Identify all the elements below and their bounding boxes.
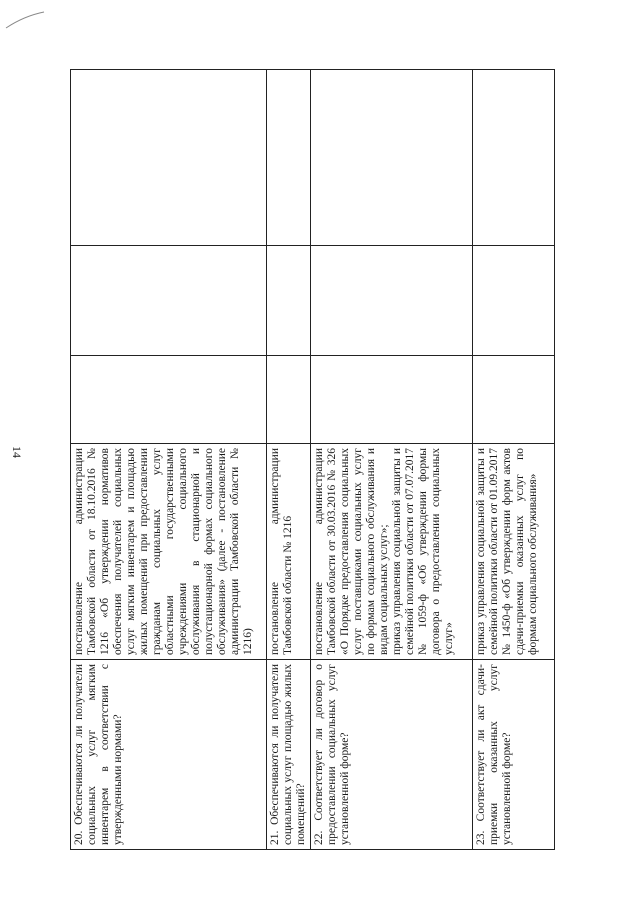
empty-cell <box>311 246 473 356</box>
table-row-20 <box>71 70 267 850</box>
basis-cell <box>71 444 267 660</box>
basis-paragraph: приказ управления социальной защиты и семейной политики области от 07.07.2017 № 1059-ф «Об утверждении формы договора о предоставлении социальных услуг» <box>391 448 455 655</box>
empty-cell <box>311 356 473 444</box>
empty-cell <box>267 356 311 444</box>
basis-cell <box>473 444 555 660</box>
empty-cell <box>311 70 473 246</box>
question-cell: 22. Соответствует ли договор о предоставлении социальных услуг установленной форме? <box>311 660 473 850</box>
empty-cell <box>267 70 311 246</box>
table-row-23 <box>473 70 555 850</box>
table-row-21 <box>267 70 311 850</box>
empty-cell <box>473 70 555 246</box>
basis-paragraph: постановление администрации Тамбовской области № 1216 <box>269 448 294 655</box>
inspection-checklist-table <box>70 69 555 850</box>
basis-paragraph: постановление администрации Тамбовской области от 30.03.2016 № 326 «О Порядке предоставления социальных услуг поставщиками социальных услуг по формам социального обслуживания и видам социальных услуг»; <box>313 448 390 655</box>
basis-cell <box>267 444 311 660</box>
question-cell: 23. Соответствует ли акт сдачи-приемки оказанных услуг установленной форме? <box>473 660 555 850</box>
page-number: 14 <box>10 446 24 458</box>
basis-cell <box>311 444 473 660</box>
rotated-table-frame <box>70 70 550 850</box>
question-cell: 20. Обеспечиваются ли получатели социальных услуг мягким инвентарем в соответствии с утвержденными нормами? <box>71 660 267 850</box>
scan-artifact-mark <box>4 8 64 30</box>
table-row-22 <box>311 70 473 850</box>
empty-cell <box>473 246 555 356</box>
basis-paragraph: постановление администрации Тамбовской области от 18.10.2016 № 1216 «Об утверждении нормативов обеспечения получателей социальных услуг мягким инвентарем и площадью жилых помещений при предоставлении гражданам социальных услуг областными государственными учреждениями социального обслуживания в стационарной и полустационарной формах социального обслуживания» (далее - постановление администрации Тамбовской области № 1216) <box>73 448 254 655</box>
basis-paragraph: приказ управления социальной защиты и семейной политики области от 01.09.2017 № 1450-ф «Об утверждении форм актов сдачи-приемки оказанных услуг по формам социального обслуживания» <box>475 448 539 655</box>
empty-cell <box>71 246 267 356</box>
empty-cell <box>71 356 267 444</box>
empty-cell <box>267 246 311 356</box>
empty-cell <box>71 70 267 246</box>
question-cell: 21. Обеспечиваются ли получатели социальных услуг площадью жилых помещений? <box>267 660 311 850</box>
empty-cell <box>473 356 555 444</box>
table-container <box>70 70 550 850</box>
